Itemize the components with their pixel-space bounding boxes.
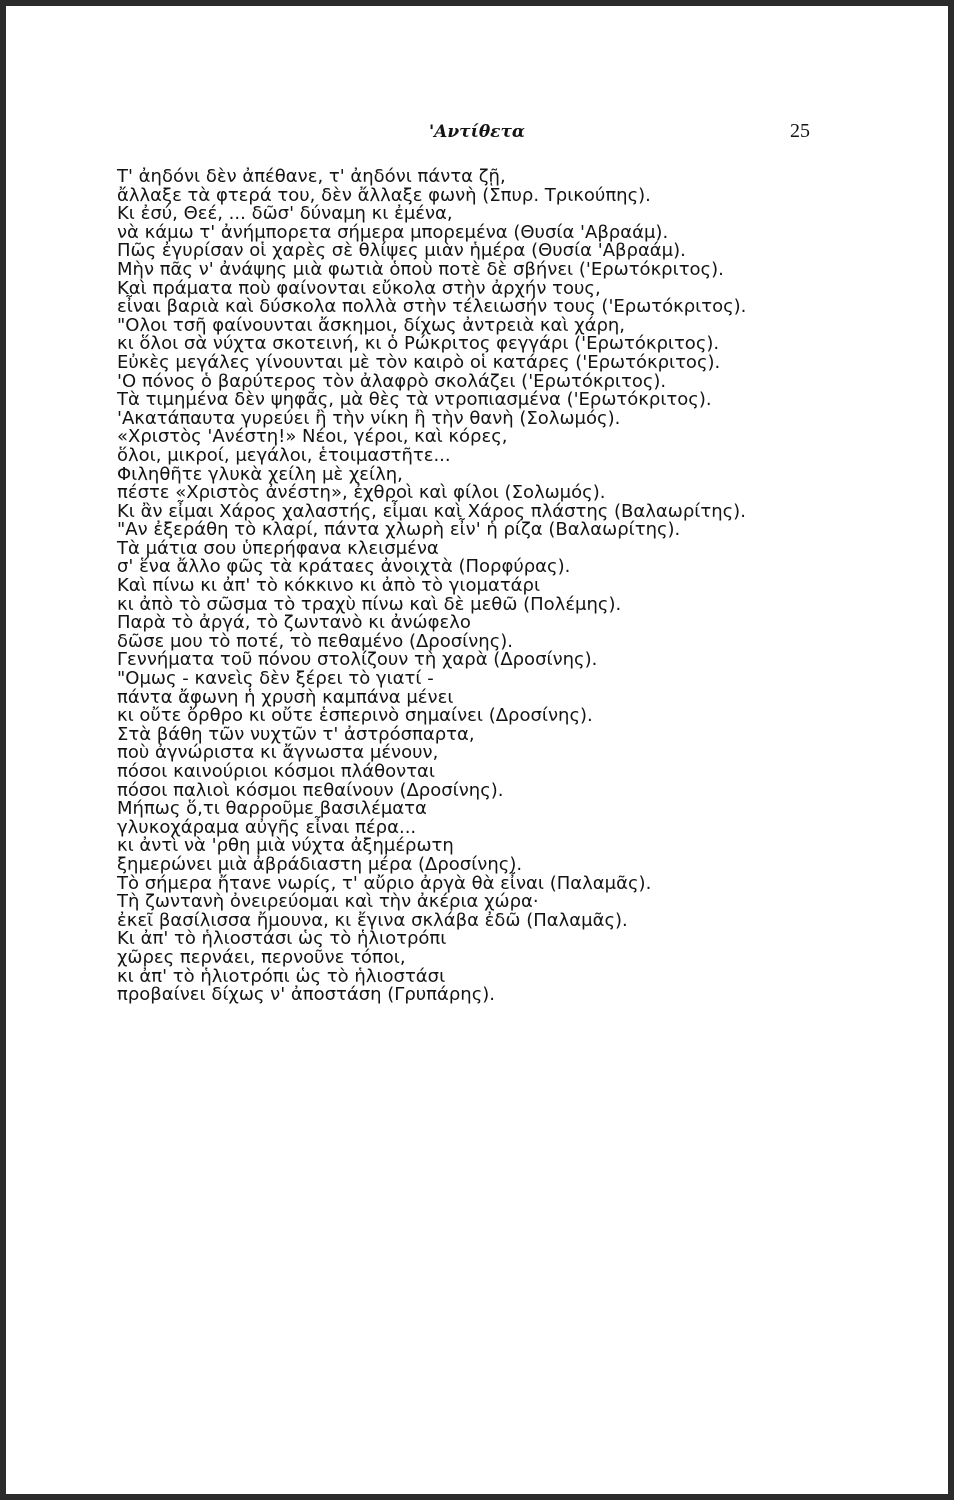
page-border-bottom [0,1494,954,1500]
text-line: Τὰ τιμημένα δὲν ψηφᾶς, μὰ θὲς τὰ ντροπιασμένα ('Ερωτόκριτος). [117,389,712,411]
text-line: πάντα ἄφωνη ἡ χρυσὴ καμπάνα μένει [117,686,454,708]
running-header-title: 'Αντίθετα [428,122,526,142]
text-line: «Χριστὸς 'Ανέστη!» Νέοι, γέροι, καὶ κόρες, [117,426,508,448]
page-border-left [0,0,6,1500]
text-line: Κι ἀπ' τὸ ἡλιοστάσι ὡς τὸ ἡλιοτρόπι [117,928,447,950]
text-line: πόσοι καινούριοι κόσμοι πλάθονται [117,761,436,782]
text-line: κι ἀπὸ τὸ σῶσμα τὸ τραχὺ πίνω καὶ δὲ μεθῶ (Πολέμης). [117,593,622,615]
text-line: Τὴ ζωντανὴ ὀνειρεύομαι καὶ τὴν ἀκέρια χώρα· [117,891,539,913]
text-line: κι ὅλοι σὰ νύχτα σκοτεινή, κι ὁ Ρώκριτος φεγγάρι ('Ερωτόκριτος). [117,333,720,355]
text-line: Κι ἐσύ, Θεέ, ... δῶσ' δύναμη κι ἐμένα, [117,203,453,225]
text-line: ξημερώνει μιὰ ἀβράδιαστη μέρα (Δροσίνης). [117,853,523,875]
text-line: κι ἀντὶ νὰ 'ρθη μιὰ νύχτα ἀξημέρωτη [117,835,454,857]
text-line: πέστε «Χριστὸς ἀνέστη», ἐχθροὶ καὶ φίλοι (Σολωμός). [117,482,606,504]
text-line: 'Ακατάπαυτα γυρεύει ἢ τὴν νίκη ἢ τὴν θανὴ (Σολωμός). [117,407,621,429]
text-line: σ' ἕνα ἄλλο φῶς τὰ κράταες ἀνοιχτὰ (Πορφύρας). [117,556,571,578]
text-line: Τ' ἀηδόνι δὲν ἀπέθανε, τ' ἀηδόνι πάντα ζῇ, [117,166,506,187]
text-line: ποὺ ἀγνώριστα κι ἄγνωστα μένουν, [117,742,439,764]
text-line: Καὶ πράματα ποὺ φαίνονται εὔκολα στὴν ἀρχήν τους, [117,277,601,299]
text-line: Στὰ βάθη τῶν νυχτῶν τ' ἀστρόσπαρτα, [117,723,475,745]
text-line: κι οὔτε ὄρθρο κι οὔτε ἑσπερινὸ σημαίνει (Δροσίνης). [117,705,593,727]
text-line: Πῶς ἐγυρίσαν οἱ χαρὲς σὲ θλίψες μιὰν ἡμέρα (Θυσία 'Αβραάμ). [117,240,686,262]
text-line: Γεννήματα τοῦ πόνου στολίζουν τὴ χαρὰ (Δροσίνης). [117,649,598,671]
text-line: "Ομως - κανεὶς δὲν ξέρει τὸ γιατί - [117,668,434,690]
page-number: 25 [790,120,810,142]
text-line: Τὸ σήμερα ἤτανε νωρίς, τ' αὔριο ἀργὰ θὰ εἶναι (Παλαμᾶς). [117,872,652,894]
body-text [117,168,837,1005]
text-line: ὅλοι, μικροί, μεγάλοι, ἑτοιμαστῆτε... [117,444,451,466]
text-line: Καὶ πίνω κι ἀπ' τὸ κόκκινο κι ἀπὸ τὸ γιοματάρι [117,575,541,597]
text-line: δῶσε μου τὸ ποτέ, τὸ πεθαμένο (Δροσίνης). [117,630,514,652]
text-line: 'Ο πόνος ὁ βαρύτερος τὸν ἀλαφρὸ σκολάζει ('Ερωτόκριτος). [117,370,667,392]
page-border-right [948,0,954,1500]
text-line: Μὴν πᾶς ν' ἀνάψης μιὰ φωτιὰ ὁποὺ ποτὲ δὲ σβήνει ('Ερωτόκριτος). [117,258,724,280]
text-line: νὰ κάμω τ' ἀνήμπορετα σήμερα μπορεμένα (Θυσία 'Αβραάμ). [117,221,669,243]
text-line: "Αν ἐξεράθη τὸ κλαρί, πάντα χλωρὴ εἶν' ἡ ρίζα (Βαλαωρίτης). [117,519,681,541]
text-line: ἐκεῖ βασίλισσα ἤμουνα, κι ἔγινα σκλάβα ἐδῶ (Παλαμᾶς). [117,909,628,931]
text-line: Εὐκὲς μεγάλες γίνουνται μὲ τὸν καιρὸ οἱ κατάρες ('Ερωτόκριτος). [117,351,721,373]
text-line: Κι ἂν εἶμαι Χάρος χαλαστής, εἶμαι καὶ Χάρος πλάστης (Βαλαωρίτης). [117,500,746,522]
text-line: ἄλλαξε τὰ φτερά του, δὲν ἄλλαξε φωνὴ (Σπυρ. Τρικούπης). [117,184,651,206]
text-line: Φιληθῆτε γλυκὰ χείλη μὲ χείλη, [117,463,403,485]
text-line: προβαίνει δίχως ν' ἀποστάση (Γρυπάρης). [117,984,495,1006]
text-line: γλυκοχάραμα αὐγῆς εἶναι πέρα... [117,816,417,838]
text-line: εἶναι βαριὰ καὶ δύσκολα πολλὰ στὴν τέλειωσήν τους ('Ερωτόκριτος). [117,296,747,318]
text-line: χῶρες περνάει, περνοῦνε τόποι, [117,946,406,968]
text-line: Παρὰ τὸ ἀργά, τὸ ζωντανὸ κι ἀνώφελο [117,612,471,634]
page-border-top [0,0,954,6]
text-line: Τὰ μάτια σου ὑπερήφανα κλεισμένα [117,537,439,559]
text-line: "Ολοι τσῆ φαίνουνται ἄσκημοι, δίχως ἀντρειὰ καὶ χάρη, [117,314,626,336]
text-line: Μήπως ὅ,τι θαρροῦμε βασιλέματα [117,798,427,820]
text-line: πόσοι παλιοὶ κόσμοι πεθαίνουν (Δροσίνης). [117,779,504,801]
text-line: κι ἀπ' τὸ ἡλιοτρόπι ὡς τὸ ἡλιοστάσι [117,965,446,987]
